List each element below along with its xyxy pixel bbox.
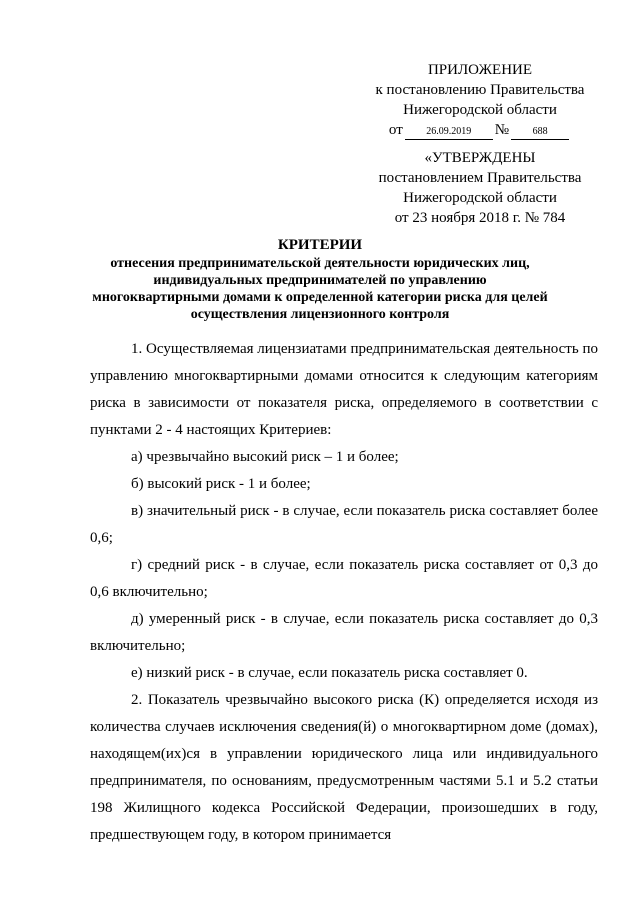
- paragraph-e: е) низкий риск - в случае, если показатель риска составляет 0.: [131, 665, 528, 681]
- paragraph-a: а) чрезвычайно высокий риск – 1 и более;: [131, 449, 399, 465]
- approved-line-2: Нижегородской области: [403, 190, 557, 206]
- appendix-order-line: [360, 120, 600, 140]
- from-label: от: [388, 122, 403, 138]
- appendix-title: ПРИЛОЖЕНИЕ: [427, 62, 533, 78]
- approved-line-3: от 23 ноября 2018 г. № 784: [394, 210, 566, 226]
- paragraph-d: д) умеренный риск - в случае, если показатель риска составляет до 0,3 включительно;: [90, 611, 598, 654]
- paragraph-b: б) высокий риск - 1 и более;: [131, 476, 311, 492]
- number-label: №: [494, 122, 510, 138]
- order-date: 26.09.2019: [405, 125, 493, 140]
- document-body: [90, 336, 598, 849]
- approved-line-1: постановлением Правительства: [378, 170, 582, 186]
- approved-title: «УТВЕРЖДЕНЫ: [424, 150, 536, 166]
- document-title: КРИТЕРИИ: [277, 237, 363, 253]
- paragraph-1: 1. Осуществляемая лицензиатами предпринимательская деятельность по управлению многоквартирными домами относится к следующим категориям риска в зависимости от показателя риска, определяемого в соответствии с пунктами 2 - 4 настоящих Критериев:: [90, 341, 598, 438]
- appendix-block: [360, 60, 600, 140]
- paragraph-g: г) средний риск - в случае, если показатель риска составляет от 0,3 до 0,6 включительно;: [90, 557, 598, 600]
- paragraph-v: в) значительный риск - в случае, если показатель риска составляет более 0,6;: [90, 503, 598, 546]
- appendix-line-1: к постановлению Правительства: [375, 82, 585, 98]
- document-subtitle: отнесения предпринимательской деятельности юридических лиц, индивидуальных предпринимателей по управлению многоквартирными домами к определенной категории риска для целей осуществления лицензионного контроля: [92, 256, 548, 322]
- order-number: 688: [511, 125, 569, 140]
- appendix-line-2: Нижегородской области: [403, 102, 557, 118]
- document-title-block: [90, 235, 550, 323]
- paragraph-2: 2. Показатель чрезвычайно высокого риска (К) определяется исходя из количества случаев исключения сведения(й) о многоквартирном доме (домах), находящем(их)ся в управлении юридического лица или индивидуального предпринимателя, по основаниям, предусмотренным частями 5.1 и 5.2 статьи 198 Жилищного кодекса Российской Федерации, произошедших в году, предшествующем году, в котором принимается: [90, 692, 598, 843]
- approved-block: [350, 148, 610, 228]
